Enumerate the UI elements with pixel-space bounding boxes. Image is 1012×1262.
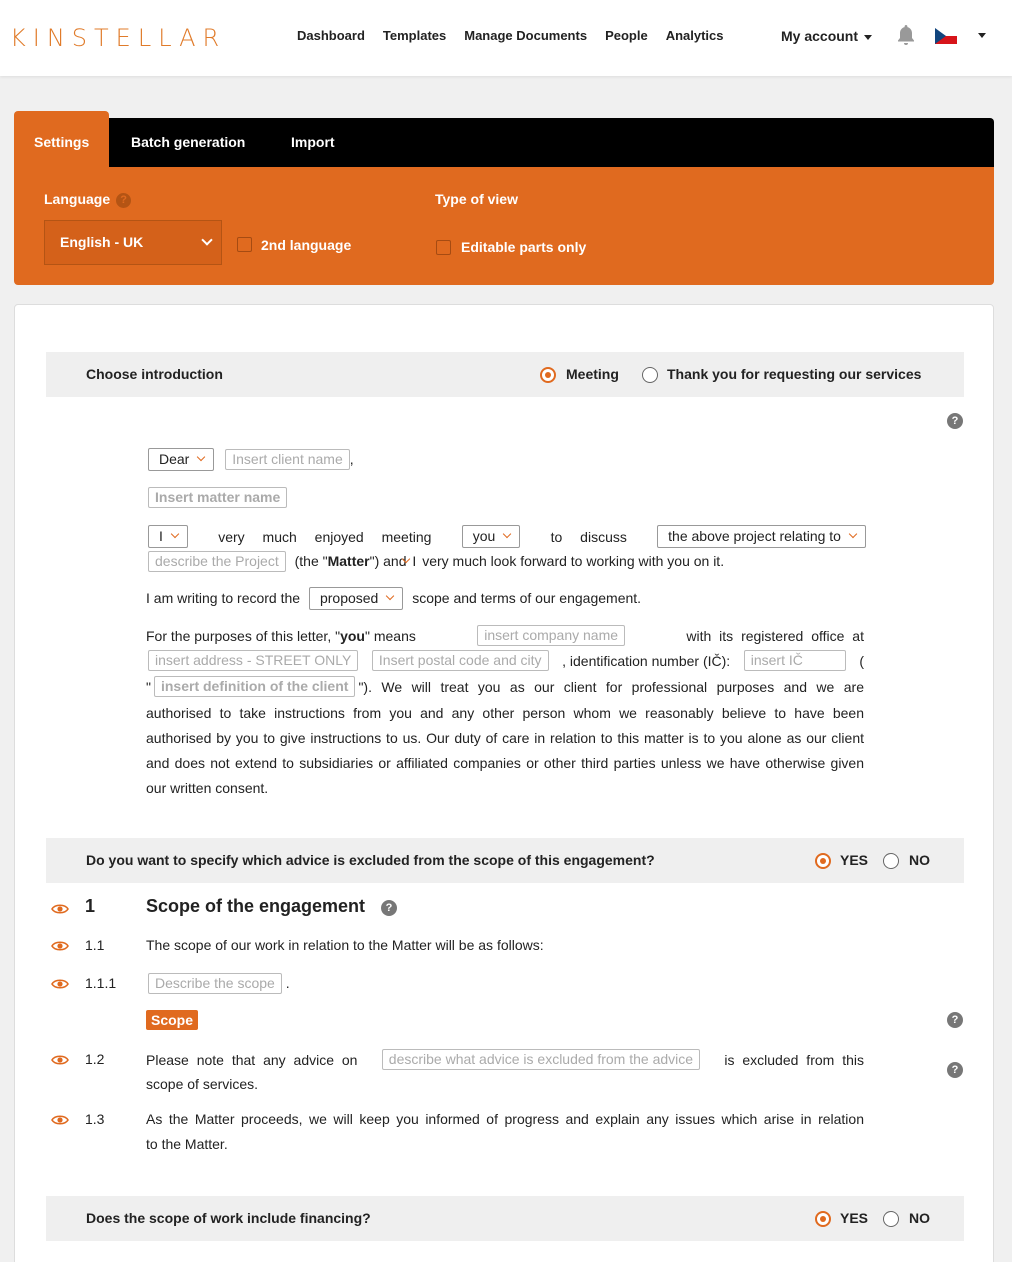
nav-manage-documents[interactable]: Manage Documents xyxy=(464,28,588,43)
purposes-line xyxy=(146,625,864,646)
clause-number-1-1-1: 1.1.1 xyxy=(85,975,117,991)
eye-icon[interactable] xyxy=(51,978,69,990)
eye-icon[interactable] xyxy=(51,940,69,952)
comma-text: , xyxy=(349,451,354,467)
editable-parts-checkbox[interactable] xyxy=(436,240,451,255)
exclusion-help-icon[interactable]: ? xyxy=(947,1062,963,1078)
financing-question-bar xyxy=(46,1196,964,1241)
language-help-icon[interactable]: ? xyxy=(116,193,131,208)
section-help-icon[interactable]: ? xyxy=(381,900,397,916)
ic-input[interactable]: insert IČ xyxy=(744,650,846,671)
clause-line-1-1-1 xyxy=(148,973,290,994)
intro-meeting-label[interactable]: Meeting xyxy=(566,366,619,382)
excluded-yes-radio[interactable] xyxy=(815,853,831,869)
scope-suffix: . xyxy=(285,975,290,991)
matter-post-text: ") and xyxy=(369,553,407,569)
record-pre-text: I am writing to record the xyxy=(146,590,301,606)
intro-thankyou-radio[interactable] xyxy=(642,367,658,383)
enjoyed-text: very much enjoyed meeting xyxy=(218,528,432,545)
main-nav xyxy=(297,28,724,43)
section-number: 1 xyxy=(85,896,96,916)
nav-dashboard[interactable]: Dashboard xyxy=(297,28,365,43)
financing-no-label[interactable]: NO xyxy=(909,1210,930,1226)
scope-help-icon[interactable]: ? xyxy=(947,1012,963,1028)
language-select-value: English - UK xyxy=(60,234,144,250)
topic-dropdown[interactable]: the above project relating to xyxy=(657,525,866,548)
postal-city-input[interactable]: Insert postal code and city xyxy=(372,650,549,671)
matter-name-input[interactable]: Insert matter name xyxy=(148,487,287,508)
nav-analytics[interactable]: Analytics xyxy=(665,28,724,43)
you-word: you xyxy=(340,627,365,644)
section-title: Scope of the engagement xyxy=(146,896,366,916)
language-label: Language xyxy=(44,191,111,207)
intro-question-bar xyxy=(46,352,964,397)
excluded-advice-input[interactable]: describe what advice is excluded from the advice xyxy=(382,1049,700,1070)
purposes-mid-text: " means xyxy=(364,627,416,644)
nav-people[interactable]: People xyxy=(605,28,648,43)
clause-number-1-1: 1.1 xyxy=(85,937,105,953)
kinstellar-logo[interactable]: KINSTELLAR xyxy=(10,24,227,52)
client-duty-paragraph: authorised to take instructions from you and any other person whom we reasonably believe to have been authorised by you to give instructions to us. Our duty of care in relation to this matter is to you alone as our client and does not extend to subsidiaries or affiliated companies or other third parties unless we have otherwise given our written consent. xyxy=(146,705,864,796)
scope-description-input[interactable]: Describe the scope xyxy=(148,973,282,994)
clause-1-3-line1: As the Matter proceeds, we will keep you informed of progress and explain any issues which arise in relation xyxy=(146,1111,864,1127)
intro-question: Choose introduction xyxy=(86,366,223,382)
financing-no-radio[interactable] xyxy=(883,1211,899,1227)
open-paren-text: ( xyxy=(859,652,864,669)
excluded-yes-label[interactable]: YES xyxy=(840,852,869,868)
chevron-down-icon xyxy=(201,234,212,245)
settings-tabbar xyxy=(14,118,994,167)
matter-word: Matter xyxy=(327,553,370,569)
project-description-input[interactable]: describe the Project xyxy=(148,551,286,572)
excluded-question: Do you want to specify which advice is excluded from the scope of this engagement? xyxy=(86,852,655,868)
financing-yes-radio[interactable] xyxy=(815,1211,831,1227)
clause-1-2-post: is excluded from this xyxy=(724,1051,864,1068)
salutation-line xyxy=(148,448,354,471)
excluded-question-bar xyxy=(46,838,964,883)
pronoun-dropdown-1[interactable]: I xyxy=(148,525,188,548)
registered-office-text: with its registered office at xyxy=(686,627,864,644)
czech-flag-icon[interactable] xyxy=(935,28,957,44)
second-language-label[interactable]: 2nd language xyxy=(261,237,352,253)
clause-1-2-pre: Please note that any advice on xyxy=(146,1051,358,1068)
eye-icon[interactable] xyxy=(51,903,69,915)
clause-text-1-1: The scope of our work in relation to the Matter will be as follows: xyxy=(146,937,544,953)
pronoun-dropdown-2[interactable]: you xyxy=(462,525,521,548)
client-name-input[interactable]: Insert client name xyxy=(225,449,350,470)
language-chevron-down-icon[interactable] xyxy=(978,33,986,38)
identification-text: , identification number (IČ): xyxy=(562,652,731,669)
salutation-dropdown[interactable]: Dear xyxy=(148,448,214,471)
financing-yes-label[interactable]: YES xyxy=(840,1210,869,1226)
help-icon[interactable]: ? xyxy=(947,413,963,429)
clause-number-1-3: 1.3 xyxy=(85,1111,105,1127)
type-of-view-label: Type of view xyxy=(435,191,518,207)
clause-line-1-2 xyxy=(146,1049,864,1070)
project-line xyxy=(148,551,724,574)
scope-badge[interactable]: Scope xyxy=(146,1010,198,1030)
matter-pre-text: (the " xyxy=(294,553,328,569)
company-name-input[interactable]: insert company name xyxy=(477,625,625,646)
intro-thankyou-label[interactable]: Thank you for requesting our services xyxy=(667,366,922,382)
record-post-text: scope and terms of our engagement. xyxy=(412,590,642,606)
nav-templates[interactable]: Templates xyxy=(382,28,447,43)
intro-sentence-line xyxy=(148,525,866,548)
record-line xyxy=(146,587,641,610)
eye-icon[interactable] xyxy=(51,1114,69,1126)
language-select[interactable] xyxy=(44,220,222,265)
financing-question: Does the scope of work include financing? xyxy=(86,1210,371,1226)
record-dropdown[interactable]: proposed xyxy=(309,587,403,610)
definition-line xyxy=(146,676,864,697)
clause-1-3-line2: to the Matter. xyxy=(146,1136,228,1152)
chevron-down-icon xyxy=(864,35,872,40)
clause-number-1-2: 1.2 xyxy=(85,1051,105,1067)
definition-post-text: "). We will treat you as our client for professional purposes and we are xyxy=(358,678,864,695)
editable-parts-label[interactable]: Editable parts only xyxy=(461,239,587,255)
purposes-pre-text: For the purposes of this letter, " xyxy=(146,627,341,644)
look-forward-text: very much look forward to working with you on it. xyxy=(422,553,725,569)
quote-text: " xyxy=(146,678,151,695)
tab-batch-generation[interactable]: Batch generation xyxy=(131,134,246,150)
client-definition-input[interactable]: insert definition of the client xyxy=(154,676,355,697)
bell-icon[interactable] xyxy=(896,24,916,46)
tab-import[interactable]: Import xyxy=(291,134,335,150)
pronoun-inline-3[interactable]: I xyxy=(410,551,418,574)
top-navbar xyxy=(0,0,1012,76)
tab-settings[interactable]: Settings xyxy=(14,111,109,167)
address-street-input[interactable]: insert address - STREET ONLY xyxy=(148,650,358,671)
discuss-text: to discuss xyxy=(550,528,627,545)
excluded-no-radio[interactable] xyxy=(883,853,899,869)
clause-1-2-line2: scope of services. xyxy=(146,1076,259,1092)
document-card xyxy=(14,304,994,1262)
address-line xyxy=(148,650,864,671)
my-account-label: My account xyxy=(781,28,859,44)
intro-meeting-radio[interactable] xyxy=(540,367,556,383)
my-account-menu[interactable] xyxy=(781,28,872,44)
excluded-no-label[interactable]: NO xyxy=(909,852,930,868)
second-language-checkbox[interactable] xyxy=(237,237,252,252)
settings-panel xyxy=(14,167,994,285)
matter-name-line xyxy=(148,487,287,508)
language-label-row xyxy=(44,191,131,208)
eye-icon[interactable] xyxy=(51,1054,69,1066)
